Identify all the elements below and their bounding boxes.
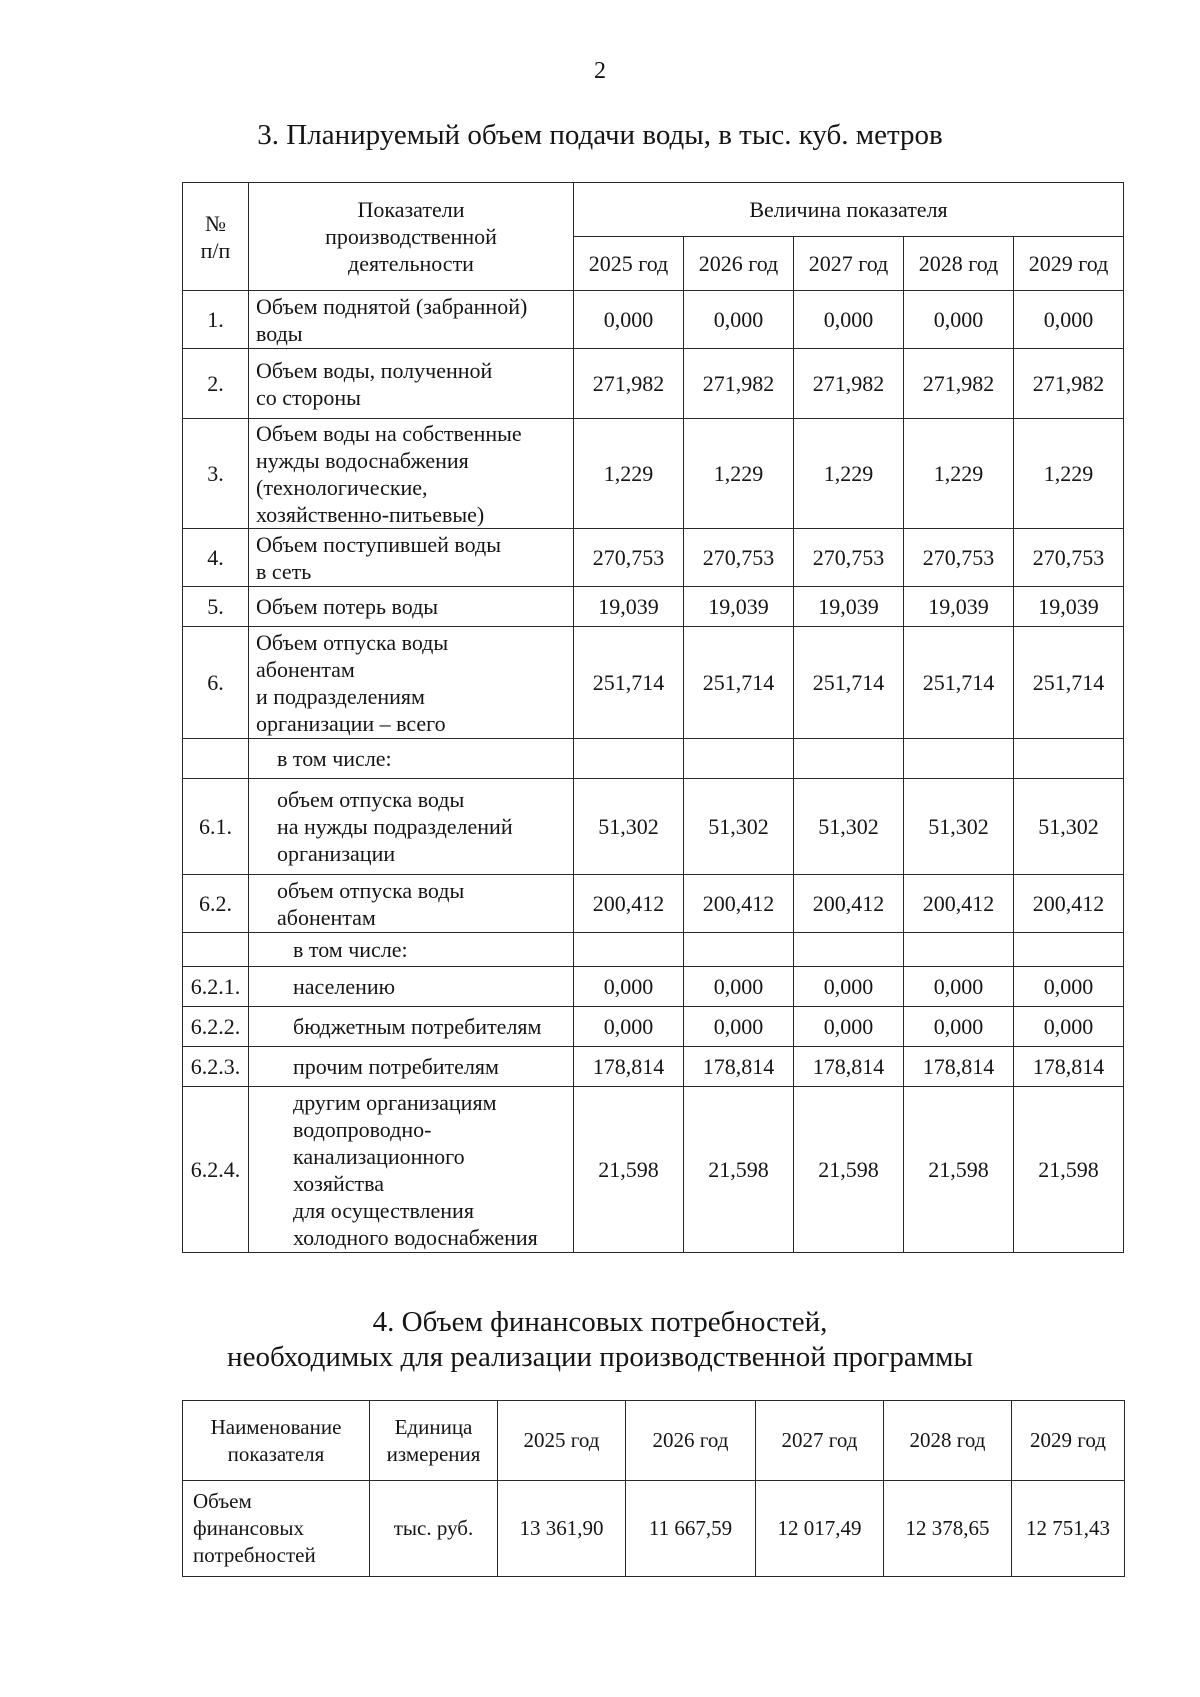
table-row bbox=[183, 1087, 1124, 1253]
row-label-line: холодного водоснабжения bbox=[293, 1224, 538, 1250]
row-number: 6. bbox=[183, 627, 249, 739]
fin-row-value: 12 017,49 bbox=[756, 1481, 884, 1577]
row-label bbox=[249, 529, 574, 587]
row-number: 2. bbox=[183, 349, 249, 419]
row-value bbox=[1014, 739, 1124, 779]
header-indicator bbox=[249, 183, 574, 291]
row-value: 0,000 bbox=[574, 1007, 684, 1047]
row-value: 251,714 bbox=[904, 627, 1014, 739]
table-row bbox=[183, 967, 1124, 1007]
row-value: 200,412 bbox=[684, 875, 794, 933]
row-label-line: со стороны bbox=[256, 384, 361, 410]
row-label bbox=[249, 627, 574, 739]
row-value: 271,982 bbox=[574, 349, 684, 419]
row-label-line: организации – всего bbox=[256, 710, 446, 736]
row-value: 0,000 bbox=[1014, 967, 1124, 1007]
row-label-line: объем отпуска воды bbox=[277, 787, 465, 812]
header-number bbox=[183, 183, 249, 291]
row-value: 270,753 bbox=[1014, 529, 1124, 587]
row-value: 1,229 bbox=[1014, 419, 1124, 529]
row-value: 19,039 bbox=[574, 587, 684, 627]
row-value: 0,000 bbox=[684, 967, 794, 1007]
fin-row-value: 11 667,59 bbox=[626, 1481, 756, 1577]
header-number-line: № bbox=[205, 210, 226, 236]
row-value: 270,753 bbox=[904, 529, 1014, 587]
row-value: 270,753 bbox=[684, 529, 794, 587]
fin-row bbox=[183, 1481, 1125, 1577]
row-label bbox=[249, 875, 574, 933]
water-supply-table-header bbox=[183, 183, 1124, 291]
row-value: 1,229 bbox=[794, 419, 904, 529]
row-value: 0,000 bbox=[574, 967, 684, 1007]
row-value: 0,000 bbox=[684, 1007, 794, 1047]
row-value: 21,598 bbox=[684, 1087, 794, 1253]
fin-row-value: 12 751,43 bbox=[1012, 1481, 1125, 1577]
row-value: 251,714 bbox=[1014, 627, 1124, 739]
row-value bbox=[684, 933, 794, 967]
page-number: 2 bbox=[594, 58, 606, 84]
row-value: 0,000 bbox=[794, 967, 904, 1007]
row-label bbox=[249, 739, 574, 779]
row-label bbox=[249, 1007, 574, 1047]
row-number: 4. bbox=[183, 529, 249, 587]
row-value: 178,814 bbox=[1014, 1047, 1124, 1087]
fin-header-name-line: показателя bbox=[227, 1441, 325, 1466]
fin-header-name bbox=[183, 1401, 370, 1481]
row-value: 1,229 bbox=[684, 419, 794, 529]
row-value: 270,753 bbox=[794, 529, 904, 587]
row-value: 19,039 bbox=[904, 587, 1014, 627]
fin-row-name-line: финансовых bbox=[193, 1516, 304, 1540]
table-row bbox=[183, 933, 1124, 967]
row-value bbox=[684, 739, 794, 779]
header-year: 2027 год bbox=[794, 237, 904, 291]
section-4-title bbox=[0, 1305, 1200, 1375]
fin-header-year: 2028 год bbox=[884, 1401, 1012, 1481]
row-label-line: Объем воды, полученной bbox=[256, 357, 493, 383]
fin-row-name-line: потребностей bbox=[193, 1543, 316, 1567]
fin-header-unit-line: Единица bbox=[394, 1414, 473, 1439]
section-3-title: 3. Планируемый объем подачи воды, в тыс. куб. метров bbox=[257, 119, 943, 151]
row-value: 51,302 bbox=[904, 779, 1014, 875]
row-value bbox=[904, 933, 1014, 967]
row-label-line: Объем отпуска воды bbox=[256, 629, 449, 655]
row-label-line: абонентам bbox=[277, 904, 376, 930]
header-year: 2025 год bbox=[574, 237, 684, 291]
row-label bbox=[249, 1047, 574, 1087]
row-value: 200,412 bbox=[1014, 875, 1124, 933]
row-label-line: организации bbox=[277, 841, 396, 866]
fin-row-name bbox=[183, 1481, 370, 1577]
row-label-line: хозяйственно-питьевые) bbox=[256, 501, 485, 527]
row-number bbox=[183, 739, 249, 779]
header-indicator-line: производственной bbox=[325, 224, 497, 249]
financial-needs-table bbox=[182, 1400, 1125, 1577]
row-label-line: для осуществления bbox=[293, 1197, 474, 1223]
water-supply-table bbox=[182, 182, 1124, 1253]
row-label bbox=[249, 967, 574, 1007]
row-label-line: в том числе: bbox=[293, 937, 408, 962]
row-value bbox=[904, 739, 1014, 779]
row-label-line: канализационного bbox=[293, 1143, 465, 1169]
row-label-line: Объем поднятой (забранной) bbox=[256, 293, 528, 319]
row-number: 6.2.1. bbox=[183, 967, 249, 1007]
row-value: 51,302 bbox=[794, 779, 904, 875]
row-label-line: абонентам bbox=[256, 656, 355, 682]
row-label-line: водопроводно- bbox=[293, 1116, 432, 1142]
row-value: 200,412 bbox=[574, 875, 684, 933]
header-indicator-line: деятельности bbox=[348, 251, 474, 276]
fin-header-year: 2026 год bbox=[626, 1401, 756, 1481]
row-number: 1. bbox=[183, 291, 249, 349]
row-value: 271,982 bbox=[684, 349, 794, 419]
table-row bbox=[183, 739, 1124, 779]
row-value: 51,302 bbox=[574, 779, 684, 875]
row-label bbox=[249, 291, 574, 349]
row-value: 0,000 bbox=[904, 291, 1014, 349]
fin-header-year: 2027 год bbox=[756, 1401, 884, 1481]
row-number: 6.2.4. bbox=[183, 1087, 249, 1253]
row-value: 21,598 bbox=[794, 1087, 904, 1253]
row-value: 251,714 bbox=[684, 627, 794, 739]
row-value: 178,814 bbox=[794, 1047, 904, 1087]
row-label bbox=[249, 779, 574, 875]
row-number: 5. bbox=[183, 587, 249, 627]
row-value: 0,000 bbox=[904, 967, 1014, 1007]
row-value: 51,302 bbox=[1014, 779, 1124, 875]
fin-header-name-line: Наименование bbox=[210, 1414, 342, 1439]
row-label-line: бюджетным потребителям bbox=[293, 1014, 542, 1039]
table-row bbox=[183, 349, 1124, 419]
row-value: 178,814 bbox=[904, 1047, 1014, 1087]
header-indicator-line: Показатели bbox=[357, 197, 465, 222]
row-label-line: Объем поступившей воды bbox=[256, 531, 501, 557]
row-number bbox=[183, 933, 249, 967]
table-row bbox=[183, 587, 1124, 627]
fin-header-year: 2029 год bbox=[1012, 1401, 1125, 1481]
table-row bbox=[183, 529, 1124, 587]
row-value bbox=[1014, 933, 1124, 967]
row-label-line: хозяйства bbox=[293, 1170, 384, 1196]
row-value: 271,982 bbox=[1014, 349, 1124, 419]
row-value: 0,000 bbox=[904, 1007, 1014, 1047]
row-label-line: другим организациям bbox=[293, 1089, 497, 1115]
row-label-line: объем отпуска воды bbox=[277, 877, 465, 903]
row-value: 178,814 bbox=[574, 1047, 684, 1087]
fin-row-value: 13 361,90 bbox=[498, 1481, 626, 1577]
row-number: 6.1. bbox=[183, 779, 249, 875]
fin-row-value: 12 378,65 bbox=[884, 1481, 1012, 1577]
table-row bbox=[183, 1007, 1124, 1047]
table-row bbox=[183, 419, 1124, 529]
row-label-line: и подразделениям bbox=[256, 683, 425, 709]
row-label-line: в сеть bbox=[256, 558, 312, 584]
row-value bbox=[574, 933, 684, 967]
row-label-line: населению bbox=[293, 974, 396, 999]
row-label bbox=[249, 933, 574, 967]
water-supply-table-body bbox=[183, 291, 1124, 1253]
row-value: 0,000 bbox=[574, 291, 684, 349]
row-value: 270,753 bbox=[574, 529, 684, 587]
row-value: 21,598 bbox=[904, 1087, 1014, 1253]
row-number: 6.2. bbox=[183, 875, 249, 933]
section-4-title-line: 4. Объем финансовых потребностей, bbox=[372, 1306, 828, 1338]
row-label-line: (технологические, bbox=[256, 474, 428, 500]
row-value: 271,982 bbox=[904, 349, 1014, 419]
section-4-title-line: необходимых для реализации производственной программы bbox=[227, 1341, 973, 1373]
row-label bbox=[249, 349, 574, 419]
row-value: 21,598 bbox=[1014, 1087, 1124, 1253]
row-label bbox=[249, 1087, 574, 1253]
fin-row-name-line: Объем bbox=[193, 1489, 252, 1513]
row-label bbox=[249, 419, 574, 529]
row-label-line: Объем потерь воды bbox=[256, 594, 439, 619]
header-year: 2026 год bbox=[684, 237, 794, 291]
row-value: 51,302 bbox=[684, 779, 794, 875]
row-value: 1,229 bbox=[904, 419, 1014, 529]
header-year: 2029 год bbox=[1014, 237, 1124, 291]
row-value: 19,039 bbox=[684, 587, 794, 627]
row-value: 251,714 bbox=[574, 627, 684, 739]
fin-header-year: 2025 год bbox=[498, 1401, 626, 1481]
row-value: 251,714 bbox=[794, 627, 904, 739]
header-value-group: Величина показателя bbox=[574, 183, 1124, 237]
row-value: 0,000 bbox=[1014, 1007, 1124, 1047]
row-value: 200,412 bbox=[794, 875, 904, 933]
row-value: 19,039 bbox=[1014, 587, 1124, 627]
row-label-line: прочим потребителям bbox=[293, 1054, 499, 1079]
row-number: 6.2.2. bbox=[183, 1007, 249, 1047]
row-value: 19,039 bbox=[794, 587, 904, 627]
row-number: 3. bbox=[183, 419, 249, 529]
fin-header-unit bbox=[370, 1401, 498, 1481]
header-number-line: п/п bbox=[200, 237, 231, 263]
row-value: 0,000 bbox=[684, 291, 794, 349]
row-value: 0,000 bbox=[794, 1007, 904, 1047]
fin-header-unit-line: измерения bbox=[386, 1441, 481, 1466]
table-row bbox=[183, 627, 1124, 739]
row-value bbox=[574, 739, 684, 779]
row-label bbox=[249, 587, 574, 627]
row-number: 6.2.3. bbox=[183, 1047, 249, 1087]
row-value bbox=[794, 739, 904, 779]
row-label-line: воды bbox=[256, 320, 303, 346]
table-row bbox=[183, 1047, 1124, 1087]
table-row bbox=[183, 779, 1124, 875]
row-label-line: на нужды подразделений bbox=[277, 814, 513, 839]
row-value: 1,229 bbox=[574, 419, 684, 529]
fin-row-unit: тыс. руб. bbox=[370, 1481, 498, 1577]
row-label-line: нужды водоснабжения bbox=[256, 447, 469, 473]
row-value bbox=[794, 933, 904, 967]
header-year: 2028 год bbox=[904, 237, 1014, 291]
row-value: 178,814 bbox=[684, 1047, 794, 1087]
row-value: 271,982 bbox=[794, 349, 904, 419]
row-label-line: Объем воды на собственные bbox=[256, 420, 522, 446]
row-label-line: в том числе: bbox=[277, 746, 392, 771]
table-row bbox=[183, 875, 1124, 933]
row-value: 200,412 bbox=[904, 875, 1014, 933]
row-value: 0,000 bbox=[794, 291, 904, 349]
table-row bbox=[183, 291, 1124, 349]
row-value: 21,598 bbox=[574, 1087, 684, 1253]
row-value: 0,000 bbox=[1014, 291, 1124, 349]
